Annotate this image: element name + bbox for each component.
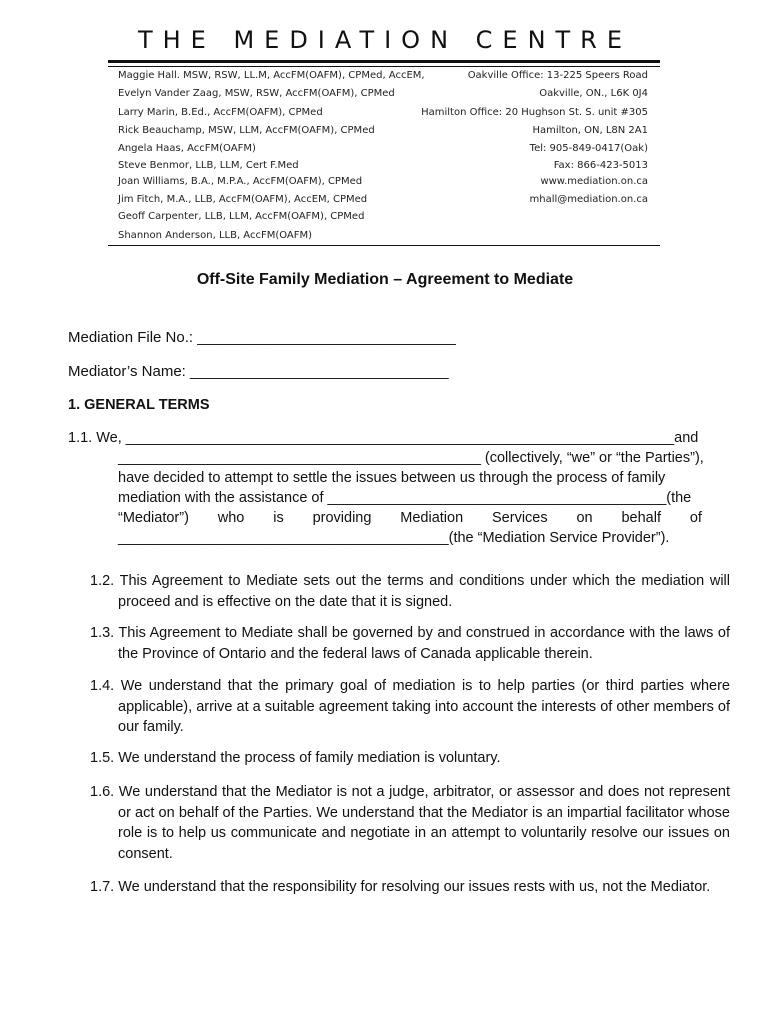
word: behalf [621, 510, 661, 526]
letterhead-title: THE MEDIATION CENTRE [137, 26, 633, 54]
clause-1-6: 1.6. We understand that the Mediator is not a judge, arbitrator, or assessor and does not represent or act on behalf of the Parties. We understand that the Mediator is an impartial facilitator whose role is to help us communicate and negotiate in an attempt to voluntarily resolve our issues on consent. [90, 784, 730, 862]
word: of [689, 510, 702, 526]
staff-line: Larry Marin, B.Ed., AccFM(OAFM), CPMed [118, 107, 323, 118]
staff-line: Joan Williams, B.A., M.P.A., AccFM(OAFM), CPMed [118, 176, 363, 187]
clause-1-2: 1.2. This Agreement to Mediate sets out the terms and conditions under which the mediation will proceed and is effective on the date that it is signed. [90, 573, 730, 610]
clause-1-1-line[interactable]: mediation with the assistance of __________________________________________(the [118, 490, 692, 506]
staff-line: Rick Beauchamp, MSW, LLM, AccFM(OAFM), CPMed [118, 125, 375, 136]
header-rule-bottom [108, 245, 660, 246]
clause-1-3: 1.3. This Agreement to Mediate shall be governed by and construed in accordance with the laws of the Province of Ontario and the federal laws of Canada applicable therein. [90, 625, 730, 662]
word: “Mediator”) [118, 510, 189, 526]
mediator-name-field[interactable]: Mediator’s Name: _______________________________ [68, 363, 449, 380]
website-link[interactable]: www.mediation.on.ca [540, 176, 648, 187]
clause-1-1-line[interactable]: _____________________________________________ (collectively, “we” or “the Parties”), [118, 450, 704, 466]
clause-1-4: 1.4. We understand that the primary goal of mediation is to help parties (or third parties where applicable), arrive at a suitable agreement taking into account the interests of other members of our family. [90, 678, 730, 735]
staff-line: Maggie Hall. MSW, RSW, LL.M, AccFM(OAFM), CPMed, AccEM, [118, 70, 425, 81]
email-link[interactable]: mhall@mediation.on.ca [529, 194, 648, 205]
mediation-file-no-field[interactable]: Mediation File No.: _______________________________ [68, 329, 456, 346]
word: who [217, 510, 245, 526]
clause-1-1-line[interactable]: _________________________________________(the “Mediation Service Provider”). [118, 530, 670, 546]
word: on [576, 510, 593, 526]
clause-1-1-line: have decided to attempt to settle the issues between us through the process of family [118, 470, 666, 486]
clause-1-7: 1.7. We understand that the responsibility for resolving our issues rests with us, not the Mediator. [90, 879, 711, 895]
contact-line: Oakville Office: 13-225 Speers Road [467, 70, 648, 81]
staff-line: Angela Haas, AccFM(OAFM) [118, 143, 256, 154]
word: Mediation [400, 510, 464, 526]
contact-line: Hamilton Office: 20 Hughson St. S. unit #305 [421, 107, 648, 118]
word: Services [492, 510, 548, 526]
staff-line: Evelyn Vander Zaag, MSW, RSW, AccFM(OAFM), CPMed [118, 88, 395, 99]
contact-line: Hamilton, ON, L8N 2A1 [532, 125, 648, 136]
document-title: Off-Site Family Mediation – Agreement to Mediate [196, 271, 574, 288]
contact-line: Tel: 905-849-0417(Oak) [529, 143, 648, 154]
staff-line: Jim Fitch, M.A., LLB, AccFM(OAFM), AccEM, CPMed [118, 194, 368, 205]
staff-line: Geoff Carpenter, LLB, LLM, AccFM(OAFM), CPMed [118, 211, 365, 222]
contact-line: Oakville, ON., L6K 0J4 [539, 88, 648, 99]
header-rule-thin [108, 66, 660, 67]
staff-line: Steve Benmor, LLB, LLM, Cert F.Med [118, 160, 299, 171]
word: providing [312, 510, 372, 526]
word: is [273, 510, 284, 526]
contact-line: Fax: 866-423-5013 [553, 160, 648, 171]
header-rule-thick [108, 60, 660, 63]
section-heading: 1. GENERAL TERMS [68, 397, 210, 413]
clause-1-1-justified-line [118, 510, 702, 526]
clause-1-5: 1.5. We understand the process of family mediation is voluntary. [90, 750, 501, 766]
staff-line: Shannon Anderson, LLB, AccFM(OAFM) [118, 230, 313, 241]
clause-1-1-line[interactable]: 1.1. We, ____________________________________________________________________and [68, 430, 699, 446]
